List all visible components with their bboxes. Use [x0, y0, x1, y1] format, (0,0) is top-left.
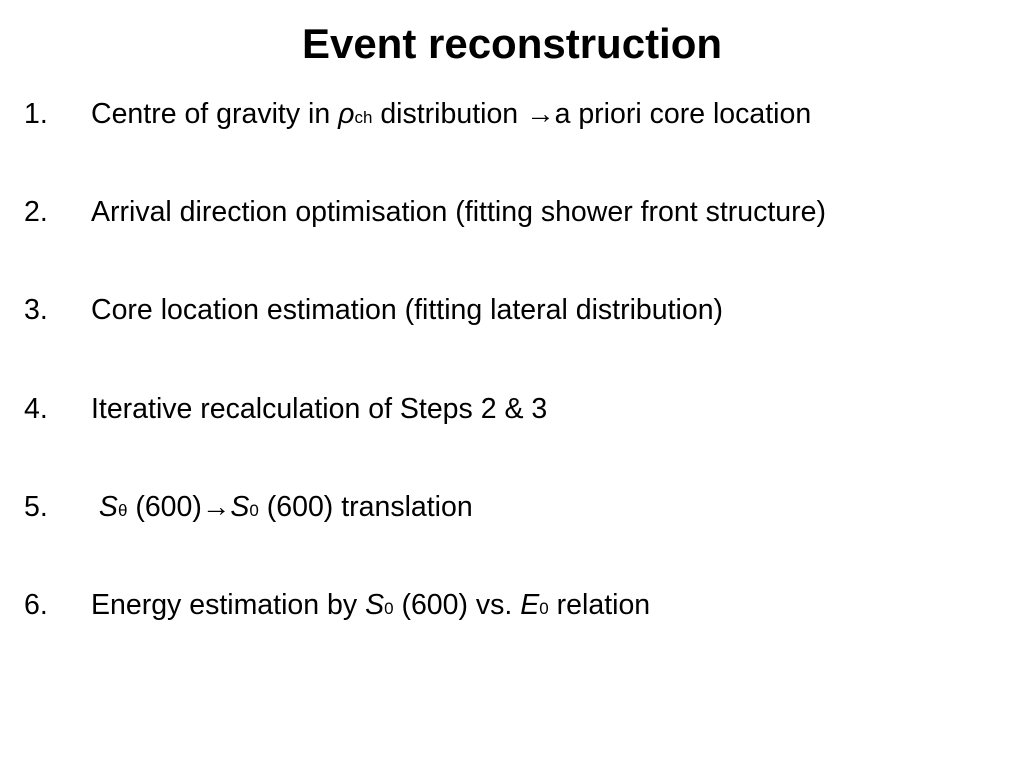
item-text-post: (600) translation — [258, 491, 473, 523]
list-item-4 — [24, 389, 1014, 429]
e-symbol: E — [520, 589, 540, 621]
s-symbol: S — [98, 491, 118, 523]
item-text — [91, 585, 650, 629]
s-symbol: S — [230, 491, 250, 523]
item-text: Core location estimation (fitting lateral distribution) — [91, 294, 724, 326]
item-number: 3. — [24, 294, 48, 326]
rho-symbol: ρ — [338, 98, 355, 130]
list-item-3 — [24, 290, 1014, 330]
zero-subscript: 0 — [539, 599, 549, 618]
zero-subscript: 0 — [249, 501, 259, 520]
item-text-pre: Energy estimation by — [91, 589, 366, 621]
theta-subscript: θ — [117, 501, 128, 520]
item-text-mid: (600) vs. — [393, 589, 521, 621]
item-text — [91, 94, 811, 138]
item-text-post: distribution →a priori core location — [372, 98, 812, 130]
list-item-5 — [24, 487, 1014, 527]
item-number: 4. — [24, 393, 48, 425]
item-number: 5. — [24, 491, 48, 523]
item-text-pre — [91, 491, 99, 523]
list-item-1 — [24, 94, 1014, 134]
item-text-post: relation — [548, 589, 651, 621]
item-number: 2. — [24, 196, 48, 228]
slide-title: Event reconstruction — [301, 20, 723, 67]
rho-subscript: ch — [354, 108, 373, 127]
list-item-2 — [24, 192, 1014, 232]
item-number: 1. — [24, 98, 48, 130]
item-text: Arrival direction optimisation (fitting shower front structure) — [91, 196, 826, 228]
zero-subscript: 0 — [384, 599, 394, 618]
item-text-pre: Centre of gravity in — [91, 98, 339, 130]
list-item-6 — [24, 585, 1014, 625]
item-text: Iterative recalculation of Steps 2 & 3 — [91, 393, 548, 425]
item-text — [91, 487, 473, 531]
item-number: 6. — [24, 589, 48, 621]
item-text-mid: (600)→ — [127, 491, 231, 523]
s-symbol: S — [365, 589, 385, 621]
